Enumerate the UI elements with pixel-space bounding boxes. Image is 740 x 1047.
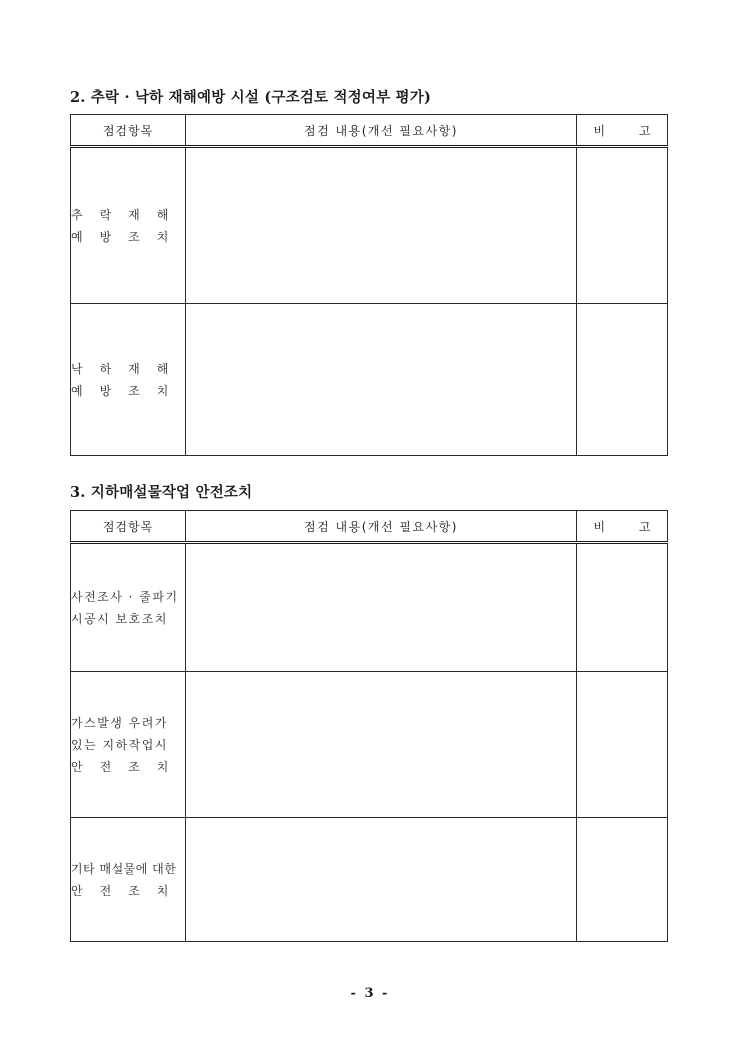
item-label-line: 안전조치 [71, 883, 186, 898]
item-label-gas-hazard-work [71, 672, 186, 818]
note-cell[interactable] [577, 147, 668, 304]
fall-prevention-check-table [70, 114, 668, 456]
item-label-line: 있는 지하작업시 [71, 737, 168, 752]
content-cell[interactable] [186, 147, 577, 304]
item-label-line: 사전조사 · 줄파기 [71, 589, 179, 604]
content-cell[interactable] [186, 672, 577, 818]
underground-work-check-table [70, 510, 668, 942]
item-label-other-utilities [71, 818, 186, 942]
note-cell[interactable] [577, 818, 668, 942]
header-content: 점검 내용(개선 필요사항) [186, 115, 577, 147]
table-row [71, 672, 668, 818]
item-label-line: 낙하재해 [71, 361, 186, 376]
item-label-pre-survey [71, 543, 186, 672]
table-row [71, 543, 668, 672]
item-label-line: 가스발생 우려가 [71, 715, 168, 730]
item-label-falling-object-prevention [71, 304, 186, 456]
table-header-row [71, 511, 668, 543]
header-item: 점검항목 [71, 511, 186, 543]
item-label-line: 안전조치 [71, 759, 186, 774]
note-cell[interactable] [577, 543, 668, 672]
section-3-title: 3. 지하매설물작업 안전조치 [70, 484, 253, 501]
content-cell[interactable] [186, 543, 577, 672]
table-row [71, 818, 668, 942]
item-label-line: 시공시 보호조치 [71, 611, 168, 626]
table-row [71, 304, 668, 456]
item-label-line: 예방조치 [71, 229, 186, 244]
section-2-title: 2. 추락 · 낙하 재해예방 시설 (구조검토 적정여부 평가) [70, 89, 432, 106]
content-cell[interactable] [186, 818, 577, 942]
header-item: 점검항목 [71, 115, 186, 147]
item-label-line: 기타 매설물에 대한 [71, 861, 177, 876]
item-label-fall-prevention [71, 147, 186, 304]
header-note: 비 고 [577, 115, 668, 147]
header-note: 비 고 [577, 511, 668, 543]
page-number: - 3 - [350, 986, 390, 1001]
content-cell[interactable] [186, 304, 577, 456]
header-content: 점검 내용(개선 필요사항) [186, 511, 577, 543]
note-cell[interactable] [577, 304, 668, 456]
table-header-row [71, 115, 668, 147]
item-label-line: 예방조치 [71, 383, 186, 398]
table-row [71, 147, 668, 304]
note-cell[interactable] [577, 672, 668, 818]
item-label-line: 추락재해 [71, 207, 186, 222]
